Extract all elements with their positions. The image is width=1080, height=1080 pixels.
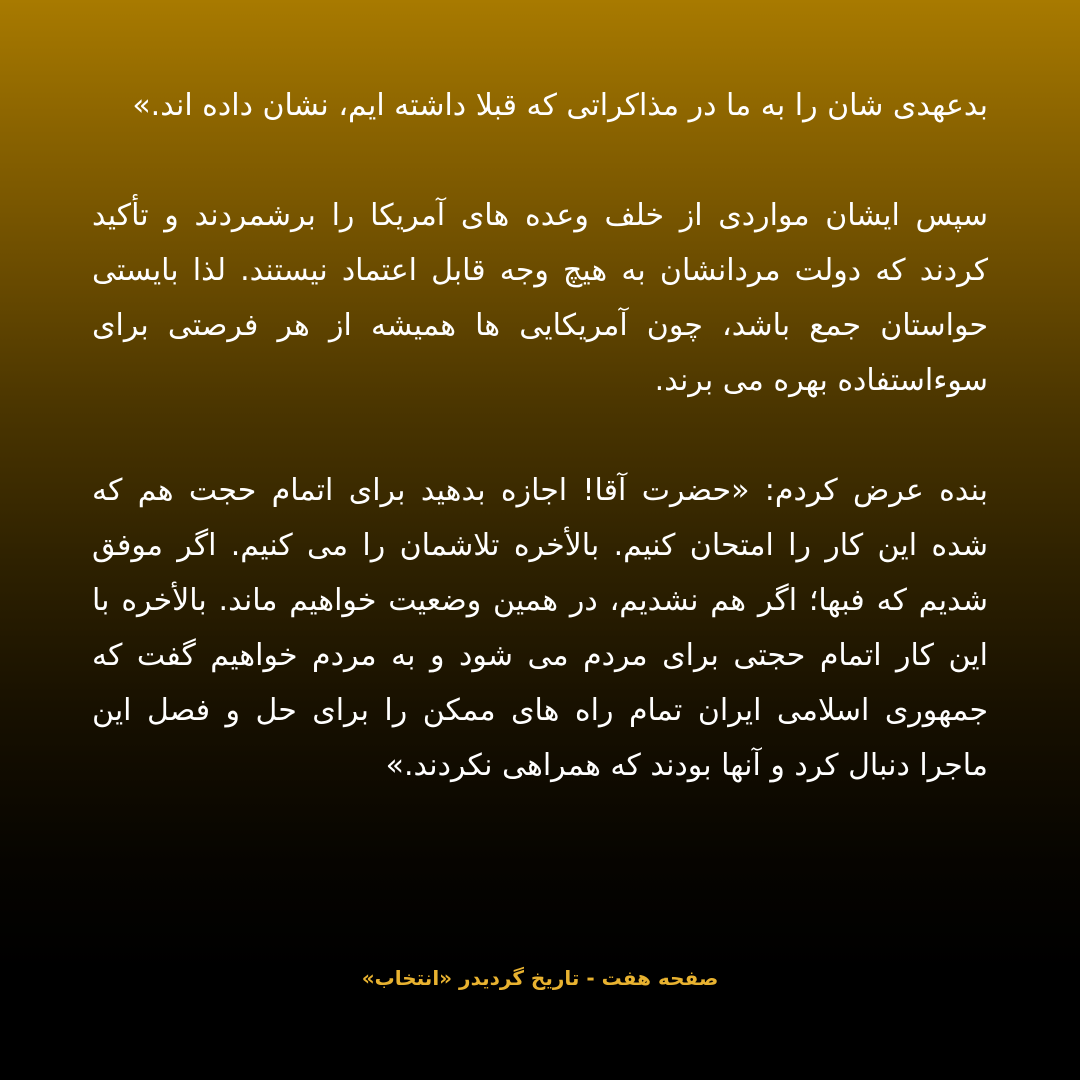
paragraph-2: سپس ایشان مواردی از خلف وعده های آمریکا را برشمردند و تأکید کردند که دولت مردانشان به هیچ وجه قابل اعتماد نیستند. لذا بایستی حواستان جمع باشد، چون آمریکایی ها همیشه از هر فرصتی برای سوءاستفاده بهره می برند. <box>92 198 988 398</box>
paragraph-3: بنده عرض کردم: «حضرت آقا! اجازه بدهید برای اتمام حجت هم که شده این کار را امتحان کنیم. بالأخره تلاشمان را می کنیم. اگر موفق شدیم که فبها؛ اگر هم نشدیم، در همین وضعیت خواهیم ماند. بالأخره با این کار اتمام حجتی برای مردم می شود و به مردم خواهیم گفت که جمهوری اسلامی ایران تمام راه های ممکن را برای حل و فصل این ماجرا دنبال کرد و آنها بودند که همراهی نکردند.» <box>92 473 988 783</box>
paragraph-spacer <box>92 408 988 463</box>
paragraph-spacer <box>92 133 988 188</box>
page-footer-caption: صفحه هفت - تاریخ گردیدر «انتخاب» <box>361 966 719 990</box>
page-body <box>92 78 988 793</box>
paragraph-1: بدعهدی شان را به ما در مذاکراتی که قبلا داشته ایم، نشان داده اند.» <box>132 88 988 123</box>
